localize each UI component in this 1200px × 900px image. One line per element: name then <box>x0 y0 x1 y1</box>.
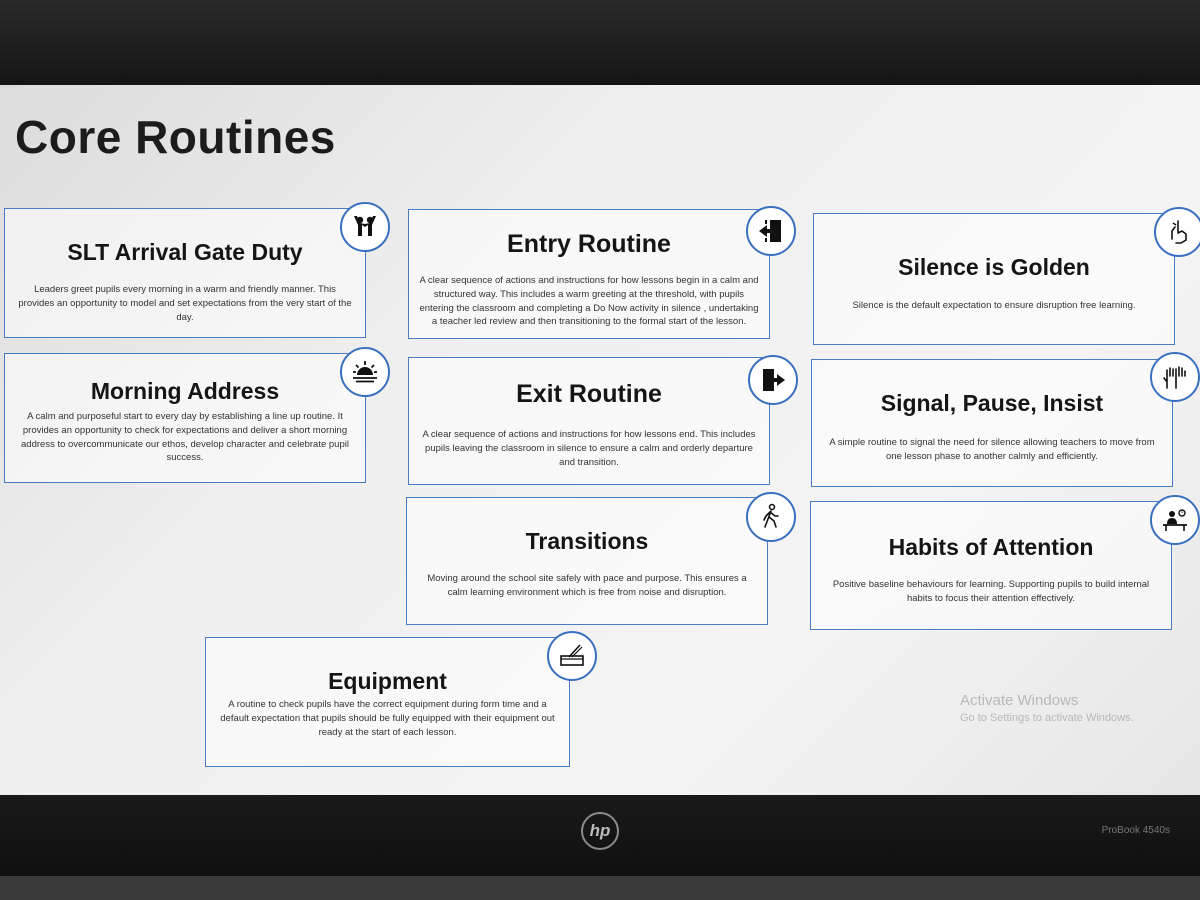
card-exit-routine <box>408 357 770 485</box>
card-description: A simple routine to signal the need for silence allowing teachers to move from one lesson phase to another calmly and efficiently. <box>829 437 1155 462</box>
card-title: Equipment <box>328 668 447 694</box>
card-silence-is-golden <box>813 213 1175 345</box>
pencil-case-icon <box>547 631 597 681</box>
door-enter-icon <box>746 206 796 256</box>
sunrise-icon <box>340 347 390 397</box>
card-title: Silence is Golden <box>898 254 1090 280</box>
walking-person-icon <box>746 492 796 542</box>
card-equipment <box>205 637 570 767</box>
activate-windows-watermark <box>960 690 1134 726</box>
card-title: Habits of Attention <box>888 534 1094 560</box>
card-habits-of-attention <box>810 501 1172 630</box>
card-description: Leaders greet pupils every morning in a warm and friendly manner. This provides an opportunity to model and set expectations from the very start of the day. <box>18 284 352 323</box>
card-description: A routine to check pupils have the correct equipment during form time and a default expectation that pupils should be fully equipped with their equipment out ready at the start of each lesson. <box>220 699 555 738</box>
card-description: Positive baseline behaviours for learning. Supporting pupils to build internal habits to focus their attention effectively. <box>832 579 1150 604</box>
hp-logo: hp <box>581 812 619 850</box>
card-description: A clear sequence of actions and instructions for how lessons end. This includes pupils leaving the classroom in silence to ensure a calm and orderly departure and transition. <box>422 429 756 468</box>
card-title: Morning Address <box>90 378 280 404</box>
card-title: Transitions <box>525 528 649 554</box>
person-at-desk-icon <box>1150 495 1200 545</box>
laptop-top-bezel <box>0 0 1200 85</box>
card-description: Moving around the school site safely with pace and purpose. This ensures a calm learning environment which is free from noise and disruption. <box>427 573 747 598</box>
card-title: Exit Routine <box>516 380 662 408</box>
watermark-title: Activate Windows <box>960 692 1079 709</box>
laptop-model-label: ProBook 4540s <box>1101 825 1170 836</box>
card-signal-pause-insist <box>811 359 1173 487</box>
finger-on-lips-icon <box>1154 207 1200 257</box>
card-title: SLT Arrival Gate Duty <box>67 239 303 265</box>
door-exit-icon <box>748 355 798 405</box>
card-title: Entry Routine <box>507 230 671 258</box>
card-morning-address <box>4 353 366 483</box>
card-description: A clear sequence of actions and instructions for how lessons begin in a calm and structured way. This includes a warm greeting at the threshold, with pupils entering the classroom and completing a Do Now activity in silence , undertaking a teacher led review and then transitioning to the formal start of the lesson. <box>419 275 759 328</box>
people-cheering-icon <box>340 202 390 252</box>
card-slt-arrival-gate-duty <box>4 208 366 338</box>
watermark-subtitle: Go to Settings to activate Windows. <box>960 712 1134 724</box>
raised-hands-icon <box>1150 352 1200 402</box>
card-description: Silence is the default expectation to ensure disruption free learning. <box>852 300 1136 311</box>
card-description: A calm and purposeful start to every day by establishing a line up routine. It provides an opportunity to check for expectations and deliver a short morning address to overcommunicate our ethos, develop character and celebrate pupil success. <box>21 411 349 464</box>
slide-title: Core Routines <box>15 111 336 163</box>
card-transitions <box>406 497 768 625</box>
card-title: Signal, Pause, Insist <box>880 390 1104 416</box>
laptop-hinge-strip <box>0 876 1200 900</box>
presentation-slide <box>0 85 1200 795</box>
card-entry-routine <box>408 209 770 339</box>
